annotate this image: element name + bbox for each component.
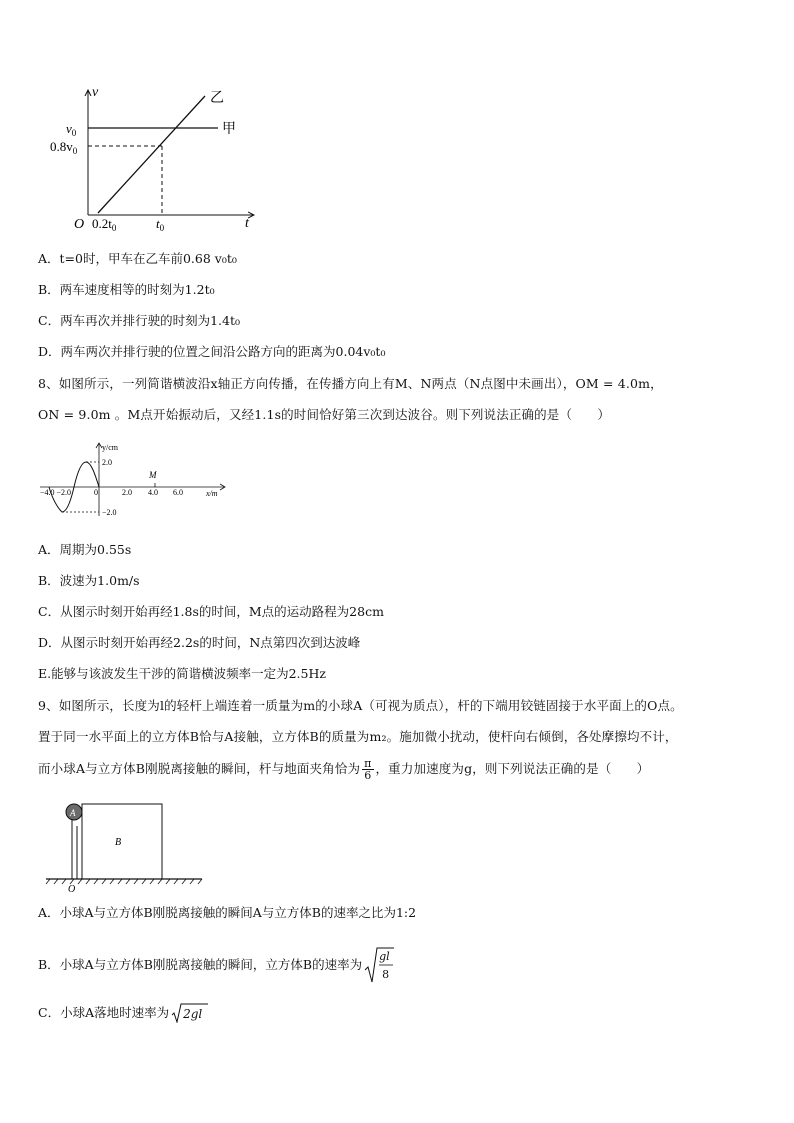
frac-num: π xyxy=(364,757,372,770)
block-b-label: B xyxy=(115,837,122,848)
sqrt-den: 8 xyxy=(382,968,390,981)
yi-line xyxy=(98,96,205,213)
q8-option-c: C．从图示时刻开始再经1.8s的时间，M点的运动路程为28cm xyxy=(38,604,384,619)
02t0-label: $0.2t_0$ xyxy=(92,216,117,232)
y-top-label: 2.0 xyxy=(102,458,112,467)
q7-option-a: A．t=0时，甲车在乙车前0.68 v₀t₀ xyxy=(38,251,237,266)
q8-option-e: E.能够与该波发生干涉的简谐横波频率一定为2.5Hz xyxy=(38,666,326,681)
q8-option-b: B．波速为1.0m/s xyxy=(38,573,140,588)
tick-4: 4.0 xyxy=(148,488,158,497)
v0-label: $v_0$ xyxy=(66,121,77,138)
t-axis-label: t xyxy=(245,216,249,231)
q9-stem-line1: 9、如图所示，长度为l的轻杆上端连着一质量为m的小球A（可视为质点），杆的下端用铰链固接于水平面上的O点。 xyxy=(38,698,683,713)
x-axis-label: x/m xyxy=(206,489,218,498)
q9-stem-line3 xyxy=(38,758,649,781)
m-label: M xyxy=(149,470,157,480)
pivot-o-label: O xyxy=(68,884,76,895)
wave-figure xyxy=(38,440,233,522)
y-bottom-label: −2.0 xyxy=(102,508,117,517)
tick-0: 0 xyxy=(94,488,98,497)
q8-stem-line1: 8、如图所示，一列简谐横波沿x轴正方向传播，在传播方向上有M、N两点（N点图中未画出），OM = 4.0m， xyxy=(38,376,663,391)
q9-option-b xyxy=(38,945,394,985)
q9-option-c-text: C．小球A落地时速率为 xyxy=(38,1005,170,1020)
yi-label: 乙 xyxy=(210,91,224,106)
rod-block-figure xyxy=(44,800,204,896)
q9-option-a: A．小球A与立方体B刚脱离接触的瞬间A与立方体B的速率之比为1:2 xyxy=(38,905,417,920)
q7-option-d: D．两车两次并排行驶的位置之间沿公路方向的距离为0.04v₀t₀ xyxy=(38,344,386,359)
q9-stem-line3-a: 而小球A与立方体B刚脱离接触的瞬间，杆与地面夹角恰为 xyxy=(38,761,361,776)
08v0-label: $0.8v_0$ xyxy=(50,139,78,156)
tick-6: 6.0 xyxy=(173,488,183,497)
origin-label: O xyxy=(74,217,85,232)
q7-option-c: C．两车再次并排行驶的时刻为1.4t₀ xyxy=(38,313,240,328)
q8-stem-line2: ON = 9.0m 。M点开始振动后，又经1.1s的时间恰好第三次到达波谷。则下列说法正确的是（ ） xyxy=(38,407,611,422)
sqrt-2gl-radicand: 2gl xyxy=(183,1007,203,1021)
q8-option-d: D．从图示时刻开始再经2.2s的时间，N点第四次到达波峰 xyxy=(38,635,361,650)
sqrt-gl-over-8 xyxy=(364,946,394,984)
jia-label: 甲 xyxy=(222,122,236,137)
v-axis-label: v xyxy=(92,85,99,100)
q9-option-b-text: B．小球A与立方体B刚脱离接触的瞬间，立方体B的速率为 xyxy=(38,957,363,972)
q9-stem-line2: 置于同一水平面上的立方体B恰与A接触，立方体B的质量为m₂。施加微小扰动，使杆向右倾倒，各处摩擦均不计， xyxy=(38,729,678,744)
q7-option-b: B．两车速度相等的时刻为1.2t₀ xyxy=(38,282,215,297)
tick-2: 2.0 xyxy=(122,488,132,497)
ball-a-label: A xyxy=(70,808,76,818)
q9-option-c xyxy=(38,1003,209,1023)
q9-stem-line3-b: ，重力加速度为g，则下列说法正确的是（ ） xyxy=(375,761,650,776)
sqrt-num: gl xyxy=(379,950,390,963)
neg-ticks: −4.0 −2.0 xyxy=(40,488,72,497)
pi-over-6-fraction xyxy=(362,758,373,781)
sqrt-2gl xyxy=(171,1003,209,1023)
frac-den: 6 xyxy=(364,769,372,782)
vt-graph-figure xyxy=(40,82,270,232)
block-b xyxy=(82,804,162,879)
q8-option-a: A．周期为0.55s xyxy=(38,542,132,557)
y-axis-label: y/cm xyxy=(102,443,118,452)
t0-label: $t_0$ xyxy=(156,216,165,232)
